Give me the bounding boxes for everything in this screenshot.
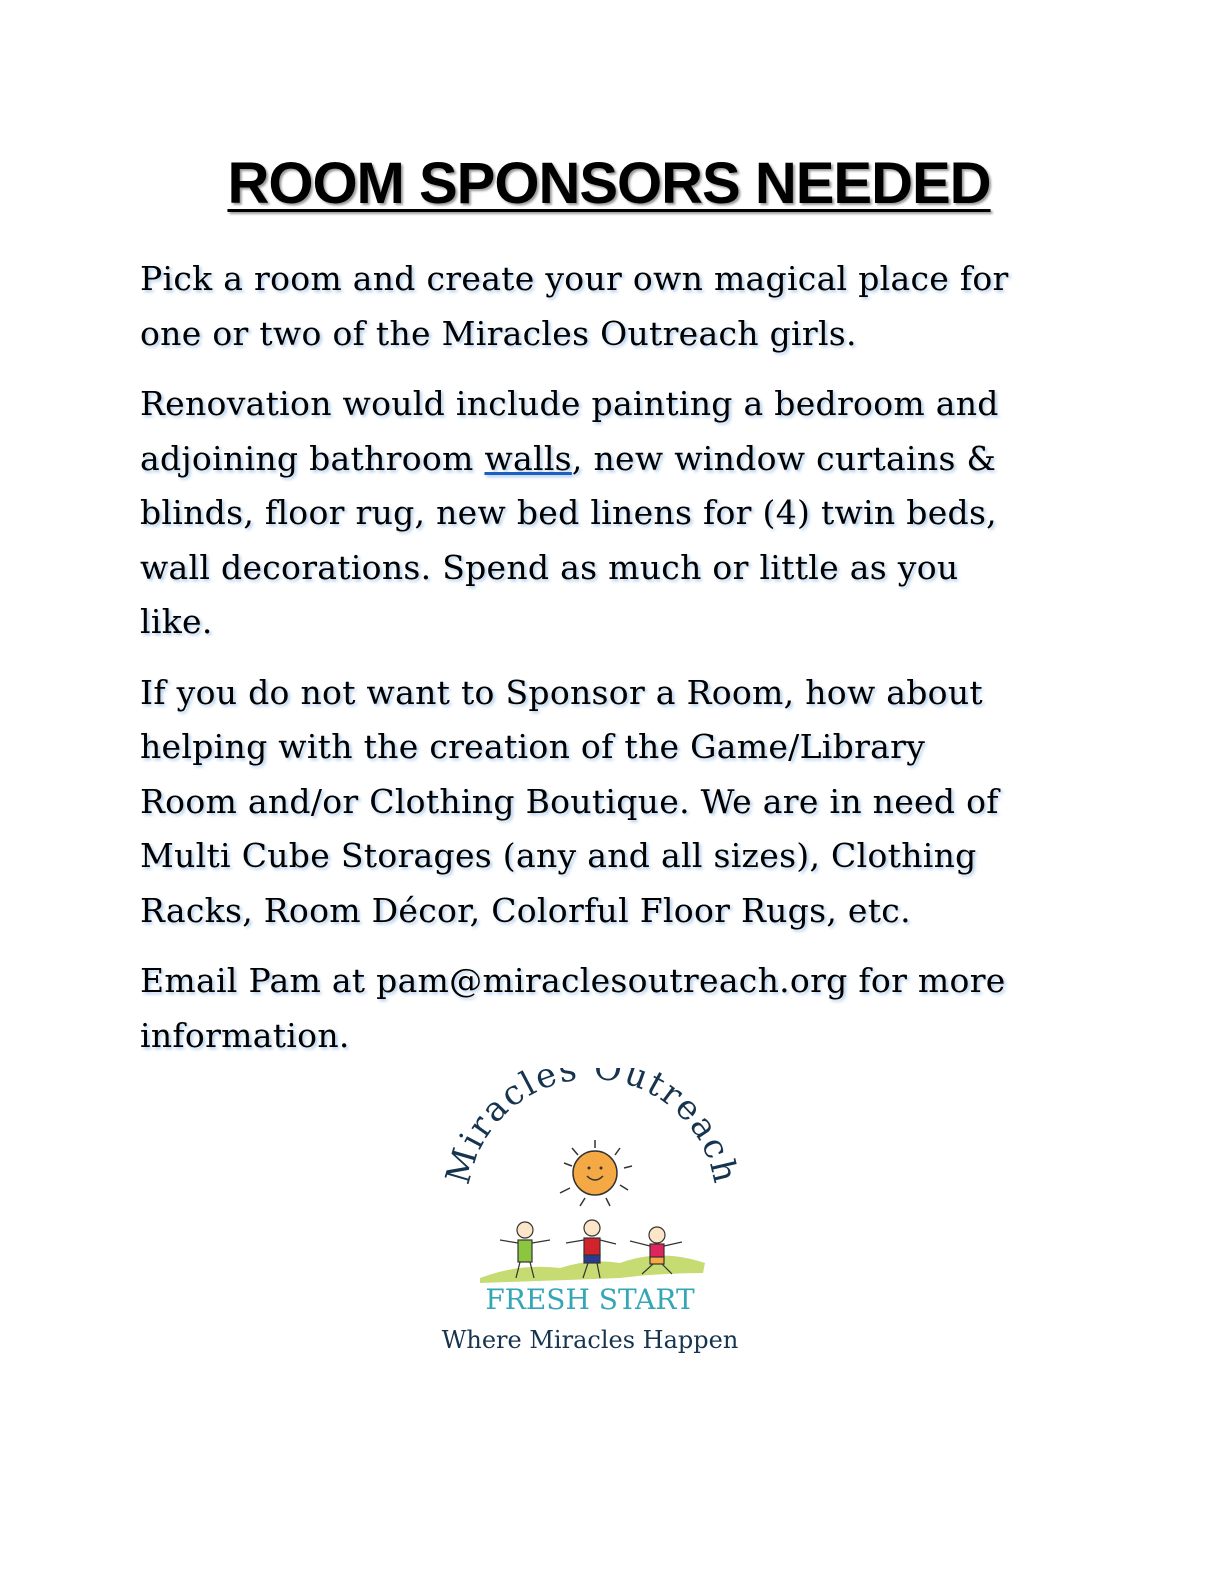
paragraph-contact	[140, 954, 1100, 1063]
paragraph-renovation	[140, 377, 1100, 650]
text-line: information.	[140, 1015, 350, 1055]
logo-tagline: Where Miracles Happen	[441, 1326, 739, 1354]
text-line: Racks, Room Décor, Colorful Floor Rugs, etc.	[140, 890, 911, 930]
text-line	[140, 432, 1100, 487]
logo-arc-text: Miracles Outreach	[438, 1068, 746, 1189]
walls-link[interactable]: walls	[484, 438, 572, 478]
logo-illustration	[420, 1068, 760, 1283]
text-line: one or two of the Miracles Outreach girls.	[140, 313, 857, 353]
logo-subtitle: FRESH START	[485, 1283, 695, 1316]
miracles-outreach-logo	[420, 1068, 760, 1368]
text-line: Multi Cube Storages (any and all sizes), Clothing	[140, 836, 977, 875]
paragraph-intro	[140, 252, 1100, 361]
text-line: helping with the creation of the Game/Library	[140, 727, 926, 766]
text-line: like.	[140, 602, 213, 641]
text-line: blinds, floor rug, new bed linens for (4) twin beds,	[140, 493, 997, 532]
sun-icon	[560, 1140, 632, 1206]
document-body	[140, 252, 1100, 1079]
page-title: ROOM SPONSORS NEEDED	[227, 151, 991, 216]
text-fragment: , new window curtains &	[571, 438, 997, 478]
text-fragment: adjoining bathroom	[140, 438, 485, 478]
text-line: Email Pam at pam@miraclesoutreach.org for more	[140, 961, 1006, 1000]
text-line: wall decorations. Spend as much or little as you	[140, 547, 959, 587]
text-line: Pick a room and create your own magical place for	[140, 259, 1009, 298]
text-line: Room and/or Clothing Boutique. We are in need of	[140, 781, 999, 821]
paragraph-alternative	[140, 666, 1100, 939]
text-line: If you do not want to Sponsor a Room, how about	[140, 672, 983, 712]
text-line: Renovation would include painting a bedroom and	[140, 384, 999, 423]
